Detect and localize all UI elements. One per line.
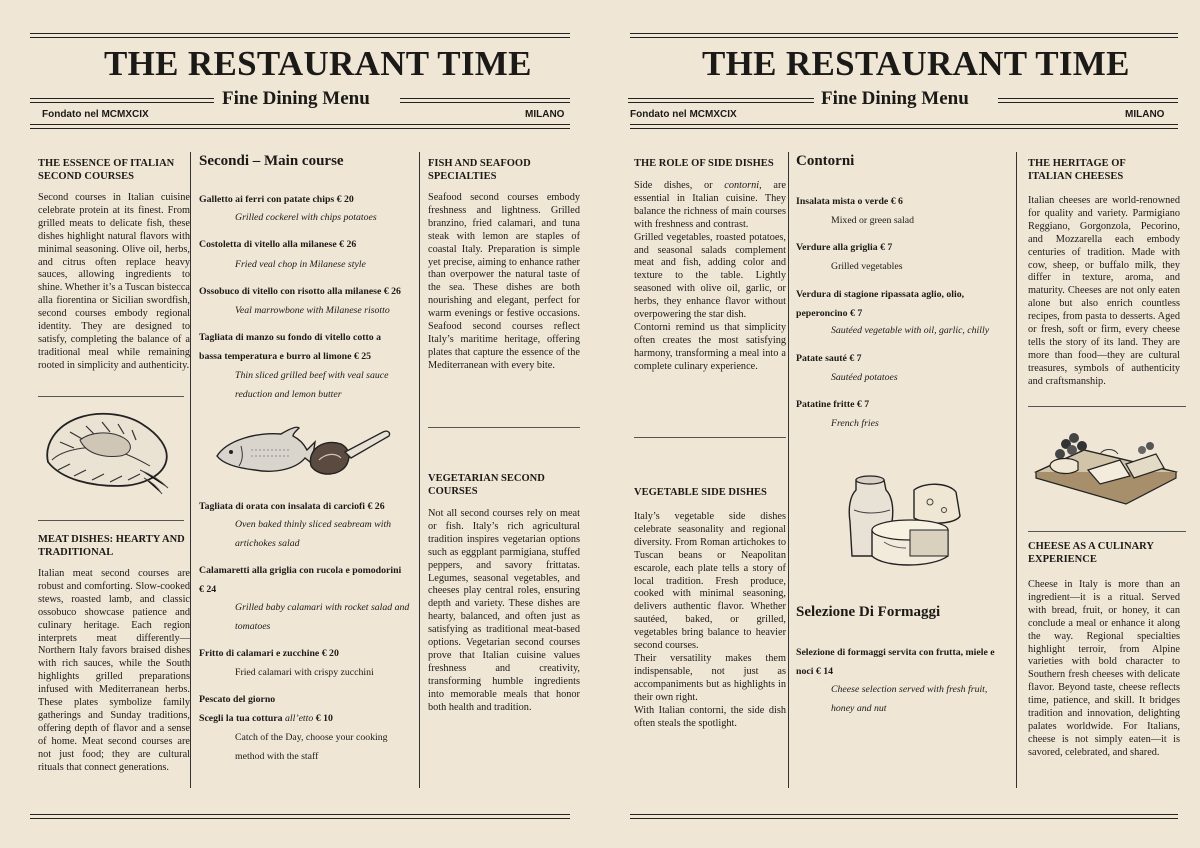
- steak-icon: [40, 400, 180, 498]
- top-rule: [630, 33, 1178, 38]
- role-body: Side dishes, or contorni, are essential in Italian cuisine. They balance the richness of main courses with freshness and contrast. Grilled vegetables, roasted potatoes, and seasonal salads complement meat and fish, adding color and texture to the table. Lightly seasoned with olive oil, garlic, or herbs, they enhance flavor without overpowering the star dish. Contorni remind us that simplicity often creates the most satisfying harmony, transforming a meal into a complete culinary experience.: [634, 180, 786, 372]
- heritage-heading: THE HERITAGE OF ITALIAN CHEESES: [1028, 158, 1126, 182]
- dish-name: Patate sauté € 7: [796, 353, 862, 364]
- dish-desc: French fries: [831, 418, 879, 429]
- masthead-subtitle: Fine Dining Menu: [821, 88, 969, 109]
- dish-desc: Grilled baby calamari with rocket salad and tomatoes: [235, 602, 410, 632]
- experience-heading: CHEESE AS A CULINARY EXPERIENCE: [1028, 541, 1154, 565]
- dish-desc: Thin sliced grilled beef with veal sauce reduction and lemon butter: [235, 370, 389, 400]
- masthead-subtitle: Fine Dining Menu: [222, 88, 370, 109]
- dish-desc: Mixed or green salad: [831, 215, 914, 226]
- meat-heading: MEAT DISHES: HEARTY AND TRADITIONAL: [38, 534, 185, 558]
- cheese-board-icon: [1030, 420, 1180, 510]
- dish-name: Tagliata di manzo su fondo di vitello cotto a bassa temperatura e burro al limone € 25: [199, 332, 381, 362]
- dish-desc: Grilled vegetables: [831, 261, 903, 272]
- header-rule: [30, 124, 570, 129]
- masthead-title: THE RESTAURANT TIME: [702, 44, 1130, 83]
- special-line: Scegli la tua cottura all’etto € 10: [199, 713, 333, 724]
- dish-desc: Fried veal chop in Milanese style: [235, 259, 366, 270]
- top-rule: [30, 33, 570, 38]
- experience-body: Cheese in Italy is more than an ingredient—it is a ritual. Served with bread, fruit, or honey, it can conclude a meal or enhance it along the way. Regional specialties highlight terroir, from Alpine varieties with bold character to Southern fresh cheeses with delicate flavor. Beyond taste, cheese reflects time, patience, and skill. It bridges tradition and innovation, delighting palates worldwide. For Italians, cheese is not simply eaten—it is savored, celebrated, and shared.: [1028, 579, 1180, 758]
- dairy-icon: [844, 460, 966, 578]
- formaggi-desc: Cheese selection served with fresh fruit, honey and nut: [831, 684, 988, 714]
- vegside-heading: VEGETABLE SIDE DISHES: [634, 487, 767, 498]
- dish-name: Patatine fritte € 7: [796, 399, 870, 410]
- essence-body: Second courses in Italian cuisine celebrate protein at its finest. From grilled meats to delicate fish, these dishes highlight natural flavors with minimal seasoning. Olive oil, herbs, and citrus often replace heavy sauces, allowing ingredients to shine. Whether it’s a Tuscan bistecca alla fiorentina or Sicilian swordfish, second courses embody regional identity. They are designed to satisfy, completing the balance of a traditional meal while remaining rooted in simplicity and authenticity.: [38, 192, 190, 371]
- secondi-heading: Secondi – Main course: [199, 153, 344, 169]
- dish-desc: Grilled cockerel with chips potatoes: [235, 212, 377, 223]
- heritage-body: Italian cheeses are world-renowned for quality and variety. Parmigiano Reggiano, Gorgonzola, Pecorino, and Mozzarella each embody centuries of tradition. Made with cow, sheep, or buffalo milk, they differ in texture, aroma, and maturity. Cheeses are not only eaten alone but also enrich countless recipes, from pasta to desserts. Aged or fresh, soft or firm, every cheese tells the story of its land. They are more than food—they are cultural treasures, symbols of authenticity and craftsmanship.: [1028, 195, 1180, 387]
- dish-name: Ossobuco di vitello con risotto alla milanese € 26: [199, 286, 401, 297]
- dish-desc: Fried calamari with crispy zucchini: [235, 667, 374, 678]
- dish-name: Calamaretti alla griglia con rucola e pomodorini € 24: [199, 565, 402, 595]
- essence-heading: THE ESSENCE OF ITALIAN SECOND COURSES: [38, 158, 175, 182]
- formaggi-heading: Selezione Di Formaggi: [796, 604, 941, 620]
- role-heading: THE ROLE OF SIDE DISHES: [634, 158, 774, 169]
- dish-desc: Sautéed potatoes: [831, 372, 898, 383]
- veg-body: Not all second courses rely on meat or fish. Italy’s rich agricultural tradition inspires vegetarian options such as eggplant parmigiana, stuffed peppers, and savory frittatas. Legumes, seasonal vegetables, and cheeses play central roles, ensuring depth and variety. These dishes are hearty, balanced, and often just as satisfying as traditional meat-based options. Vegetarian second courses prove that Italian cuisine values freshness and creativity, transforming humble ingredients into memorable meals that honor both health and tradition.: [428, 508, 580, 713]
- dish-desc: Veal marrowbone with Milanese risotto: [235, 305, 390, 316]
- bottom-rule: [630, 814, 1178, 819]
- dish-name: Fritto di calamari e zucchine € 20: [199, 648, 339, 659]
- masthead-title: THE RESTAURANT TIME: [104, 44, 532, 83]
- founded-label: Fondato nel MCMXCIX: [630, 109, 737, 120]
- right-page: [600, 0, 1200, 848]
- bottom-rule: [30, 814, 570, 819]
- city-label: MILANO: [1125, 109, 1165, 120]
- fish-heading: FISH AND SEAFOOD SPECIALTIES: [428, 158, 531, 182]
- header-rule: [630, 124, 1178, 129]
- dish-desc: Oven baked thinly sliced seabream with artichokes salad: [235, 519, 392, 549]
- subtitle-row: [30, 88, 570, 110]
- special-name: Pescato del giorno: [199, 694, 276, 705]
- dish-name: Costoletta di vitello alla milanese € 26: [199, 239, 357, 250]
- dish-name: Insalata mista o verde € 6: [796, 196, 903, 207]
- special-desc: Catch of the Day, choose your cooking method with the staff: [235, 732, 388, 762]
- meat-body: Italian meat second courses are robust and comforting. Slow-cooked stews, roasted lamb, and classic ossobuco showcase patience and culinary heritage. Each region interprets meat differently—Northern Italy favors braised dishes with rich sauces, while the South highlights grilled preparations infused with Mediterranean herbs. These plates symbolize family gatherings and Sunday traditions, offering depth of flavor and a sense of home. Meat second courses are not just food; they are cultural rituals that connect generations.: [38, 568, 190, 773]
- dish-name: Tagliata di orata con insalata di carciofi € 26: [199, 501, 385, 512]
- city-label: MILANO: [525, 109, 565, 120]
- dish-name: Verdura di stagione ripassata aglio, olio, peperoncino € 7: [796, 289, 965, 319]
- dish-desc: Sautéed vegetable with oil, garlic, chilly: [831, 325, 990, 336]
- veg-heading: VEGETARIAN SECOND COURSES: [428, 473, 545, 497]
- dish-name: Verdure alla griglia € 7: [796, 242, 893, 253]
- fish-icon: [207, 416, 397, 484]
- dish-name: Galletto ai ferri con patate chips € 20: [199, 194, 354, 205]
- contorni-heading: Contorni: [796, 153, 855, 169]
- founded-label: Fondato nel MCMXCIX: [42, 109, 149, 120]
- vegside-body: Italy’s vegetable side dishes celebrate seasonality and regional diversity. From Roman artichokes to Tuscan beans or Neapolitan escarole, each plate tells a story of local tradition. Fresh produce, cooked with minimal seasoning, delivers authentic flavor. Whether sautéed, baked, or grilled, vegetables bring balance to heavier second courses. Their versatility makes them indispensable, not just as accompaniments but as highlights in their own right. With Italian contorni, the side dish often steals the spotlight.: [634, 511, 786, 729]
- subtitle-row: [628, 88, 1178, 110]
- formaggi-name: Selezione di formaggi servita con frutta, miele e noci € 14: [796, 647, 995, 677]
- fish-body: Seafood second courses embody freshness and lightness. Grilled branzino, fried calamari, and tuna steak with lemon are staples of coastal Italy. Preparation is simple yet precise, aiming to enhance rather than overpower the natural taste of the sea. These dishes are both nourishing and elegant, perfect for warm evenings or festive occasions. Seafood second courses reflect Italy’s maritime heritage, offering plates that capture the essence of the Mediterranean with every bite.: [428, 192, 580, 371]
